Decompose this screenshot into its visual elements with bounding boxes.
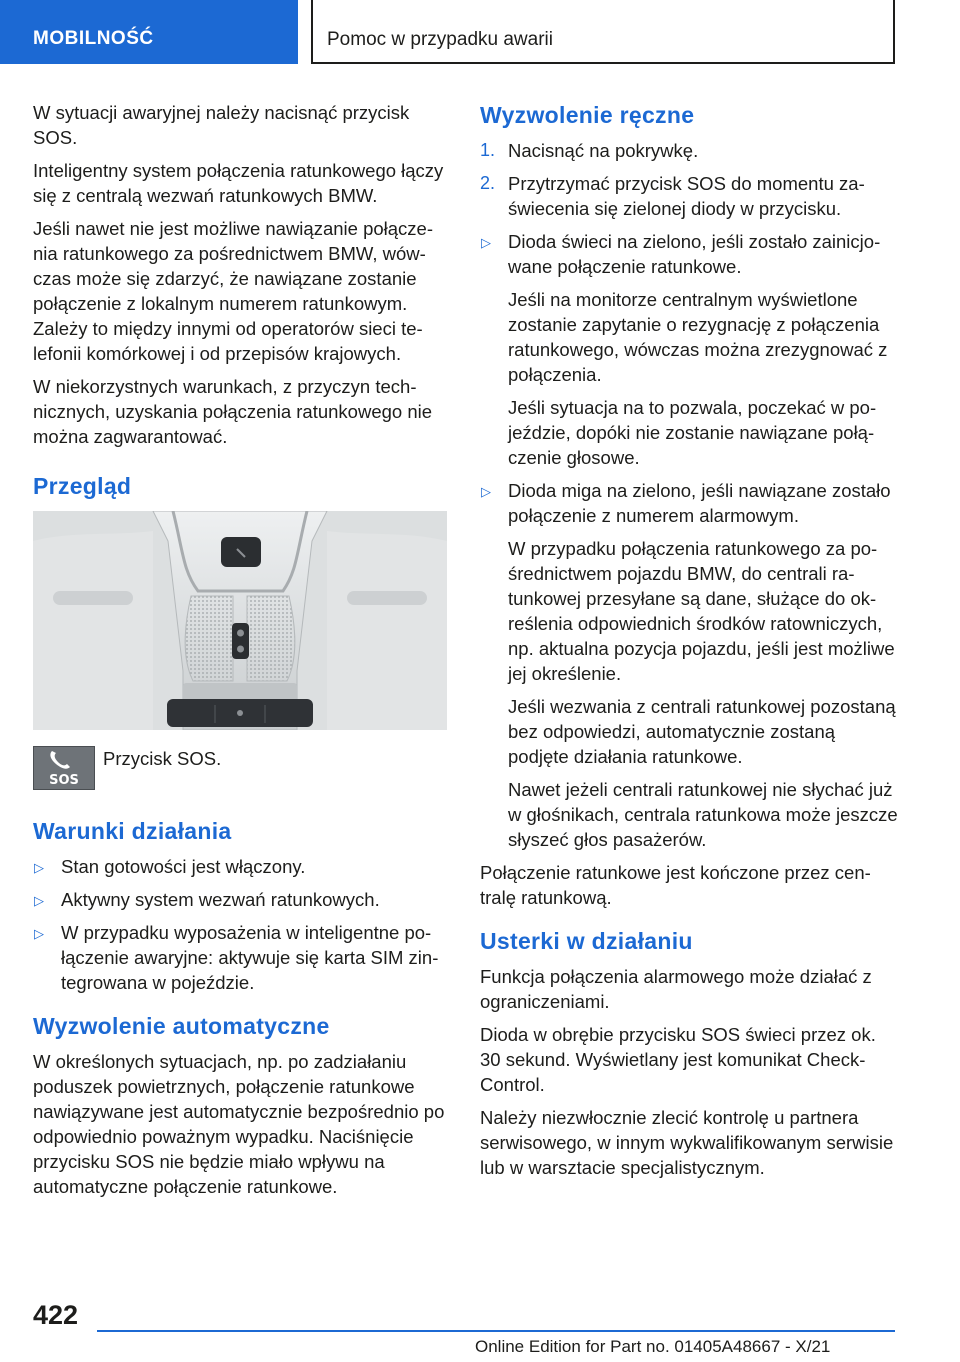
step-item: 2. Przytrzymać przycisk SOS do momentu zaświecenia się zielonej diody w przycisku. <box>480 173 865 219</box>
led-status-list <box>480 229 898 852</box>
auto-trigger-heading: Wyzwolenie automatyczne <box>33 1013 330 1039</box>
triangle-bullet-icon: ▷ <box>481 235 491 250</box>
conditions-list <box>33 854 447 995</box>
step-number: 2. <box>480 173 496 193</box>
chapter-title: Pomoc w przypadku awarii <box>311 0 895 64</box>
step-number: 1. <box>480 140 496 160</box>
intro-paragraph: W niekorzystnych warunkach, z przyczyn technicznych, uzyskania połączenia ratunkowego nie można zagwarantować. <box>33 376 433 447</box>
list-item: ▷ Dioda miga na zielono, jeśli nawiązane zostało połączenie z numerem alarmowym. W przypadku połączenia ratunkowego za pośrednictwem pojazdu BMW, do centrali ratunkowej przesyłane są dane, służące do określenia odpowiednich środków ratowniczych, np. aktualna pozycja pojazdu, jeśli jest możliwe jej określenie. Jeśli wezwania z centrali ratunkowej pozostaną bez odpowiedzi, automatycznie zostaną podjęte działania ratunkowe. Nawet jeżeli centrali ratunkowej nie słychać już w głośnikach, centrala ratunkowa może jeszcze słyszeć głos pasażerów. <box>481 480 898 850</box>
overview-heading: Przegląd <box>33 473 132 499</box>
sub-paragraph: W przypadku połączenia ratunkowego za pośrednictwem pojazdu BMW, do centrali ratunkowej przesyłane są dane, służące do określenia odpowiednich środków ratowniczych, np. aktualna pozycja pojazdu, jeśli jest możliwe jej określenie. <box>508 538 895 684</box>
intro-paragraph: Jeśli nawet nie jest możliwe nawiązanie połączenia ratunkowego za pośrednictwem BMW, wówczas może się zdarzyć, że nawiązane zostanie połączenie z lokalnym numerem ratunkowym. Zależy to między innymi od operatorów sieci telefonii komórkowej i od przepisów krajowych. <box>33 218 434 364</box>
faults-heading: Usterki w działaniu <box>480 928 693 954</box>
triangle-bullet-icon: ▷ <box>34 926 44 941</box>
faults-paragraph: Należy niezwłocznie zlecić kontrolę u partnera serwisowego, w innym wykwalifikowanym serwisie lub w warsztacie specjalistycznym. <box>480 1107 894 1178</box>
sub-paragraph: Jeśli na monitorze centralnym wyświetlone zostanie zapytanie o rezygnację z połączenia ratunkowego, wówczas można zrezygnować z połączenia. <box>508 289 888 385</box>
sub-paragraph: Jeśli sytuacja na to pozwala, poczekać w pojeździe, dopóki nie zostanie nawiązane połączenie głosowe. <box>508 397 877 468</box>
steps-list <box>480 138 898 221</box>
manual-trigger-heading: Wyzwolenie ręczne <box>480 102 695 128</box>
list-item: ▷ Aktywny system wezwań ratunkowych. <box>33 887 447 912</box>
faults-paragraph: Dioda w obrębie przycisku SOS świeci przez ok. 30 sekund. Wyświetlany jest komunikat Check-Control. <box>480 1024 876 1095</box>
triangle-bullet-icon: ▷ <box>34 893 44 908</box>
faults-paragraph: Funkcja połączenia alarmowego może działać z ograniczeniami. <box>480 966 872 1012</box>
section-tab: MOBILNOŚĆ <box>0 0 298 64</box>
intro-paragraph: W sytuacji awaryjnej należy nacisnąć przycisk SOS. <box>33 102 410 148</box>
sub-paragraph: Jeśli wezwania z centrali ratunkowej pozostaną bez odpowiedzi, automatycznie zostaną podjęte działania ratunkowe. <box>508 696 896 767</box>
list-item: ▷ Stan gotowości jest włączony. <box>33 854 447 879</box>
caption-row <box>33 746 447 804</box>
edition-note: Online Edition for Part no. 01405A48667 - X/21 <box>475 1337 831 1356</box>
svg-text:SOS: SOS <box>49 773 79 788</box>
intro-paragraph: Inteligentny system połączenia ratunkowego łączy się z centralą wezwań ratunkowych BMW. <box>33 160 444 206</box>
step-item: 1. Nacisnąć na pokrywkę. <box>480 140 699 161</box>
left-column <box>33 100 447 1207</box>
conditions-heading: Warunki działania <box>33 818 232 844</box>
triangle-bullet-icon: ▷ <box>481 484 491 499</box>
auto-trigger-paragraph: W określonych sytuacjach, np. po zadziałaniu poduszek powietrznych, połączenie ratunkowe nawiązywane jest automatycznie bezpośrednio po odpowiednio poważnym wypadku. Naciśnięcie przycisku SOS nie będzie miało wpływu na automatyczne połączenie ratunkowe. <box>33 1051 445 1197</box>
page-number: 422 <box>33 1300 79 1330</box>
end-call-paragraph: Połączenie ratunkowe jest kończone przez centralę ratunkową. <box>480 862 871 908</box>
list-item: ▷ W przypadku wyposażenia w inteligentne połączenie awaryjne: aktywuje się karta SIM zintegrowana w pojeździe. <box>34 922 439 993</box>
image-caption: Przycisk SOS. <box>103 748 222 769</box>
footer-divider <box>97 1330 895 1332</box>
overhead-console-image <box>33 511 447 730</box>
triangle-bullet-icon: ▷ <box>34 860 44 875</box>
sos-button-icon <box>33 746 95 790</box>
list-item: ▷ Dioda świeci na zielono, jeśli zostało zainicjowane połączenie ratunkowe. Jeśli na monitorze centralnym wyświetlone zostanie zapytanie o rezygnację z połączenia ratunkowego, wówczas można zrezygnować z połączenia. Jeśli sytuacja na to pozwala, poczekać w pojeździe, dopóki nie zostanie nawiązane połączenie głosowe. <box>480 229 898 470</box>
sub-paragraph: Nawet jeżeli centrali ratunkowej nie słychać już w głośnikach, centrala ratunkowa może jeszcze słyszeć głos pasażerów. <box>508 779 898 850</box>
right-column <box>480 100 898 1188</box>
